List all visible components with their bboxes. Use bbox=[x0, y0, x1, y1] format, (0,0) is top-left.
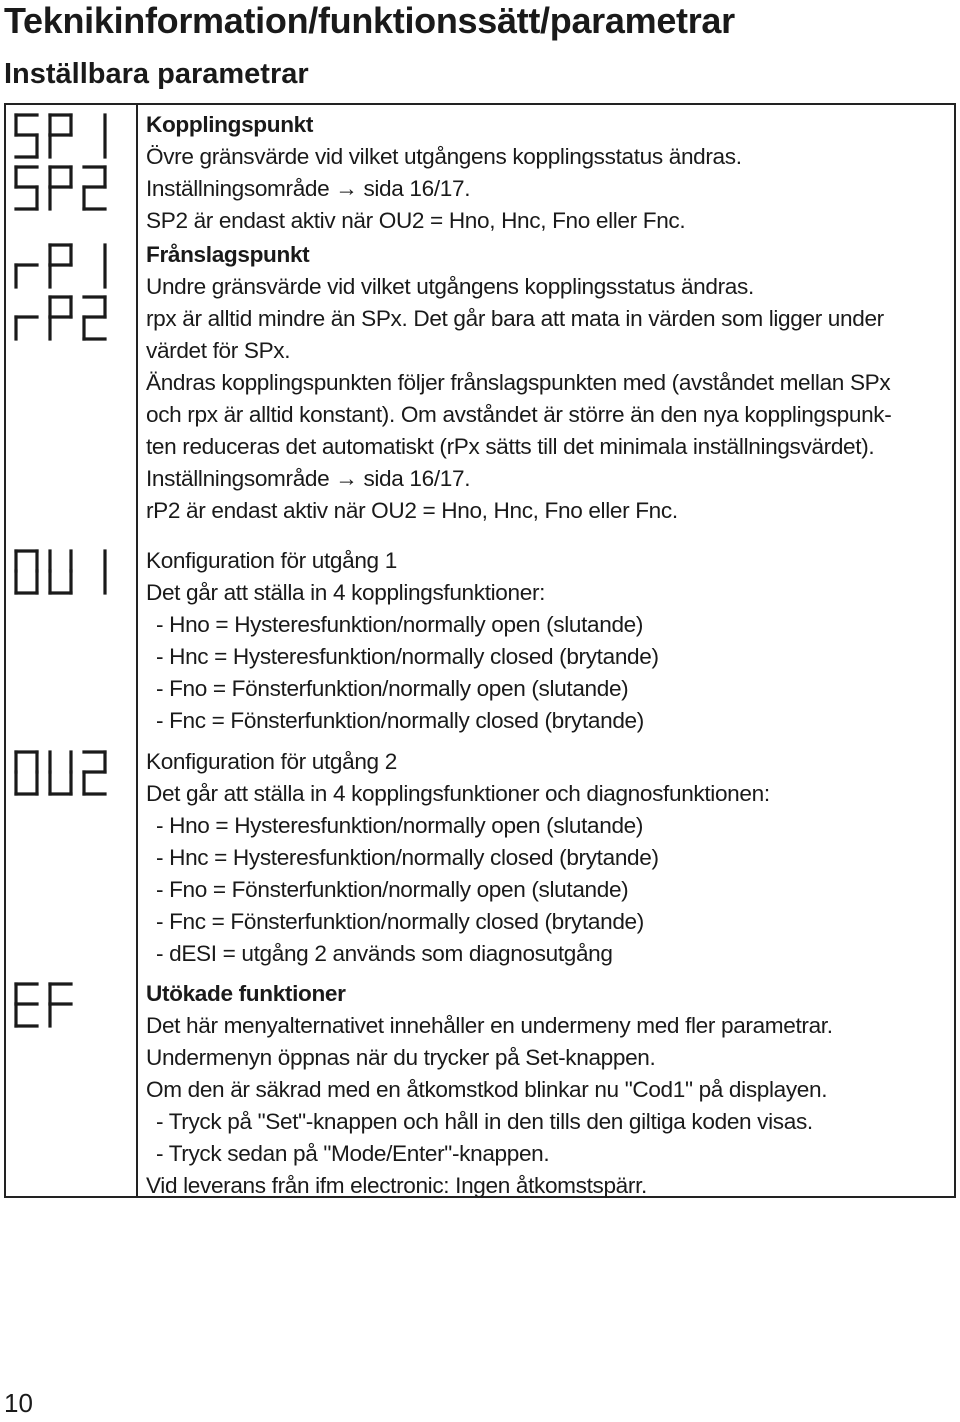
desc-line: Ändras kopplingspunkten följer frånslagspunkten med (avståndet mellan SPx bbox=[146, 370, 891, 395]
desc-line: Övre gränsvärde vid vilket utgångens kopplingsstatus ändras. bbox=[146, 144, 742, 169]
lcd-code-ef bbox=[14, 982, 134, 1032]
lcd-code-ou2 bbox=[14, 750, 134, 800]
desc-line: rP2 är endast aktiv när OU2 = Hno, Hnc, Fno eller Fnc. bbox=[146, 498, 678, 523]
desc-line: värdet för SPx. bbox=[146, 338, 291, 363]
option-line: - Hno = Hysteresfunktion/normally open (slutande) bbox=[156, 612, 644, 637]
param-codes bbox=[14, 982, 134, 1034]
option-line: - Hnc = Hysteresfunktion/normally closed (brytande) bbox=[156, 644, 659, 669]
option-line: - Tryck på "Set"-knappen och håll in den tills den giltiga koden visas. bbox=[156, 1109, 813, 1134]
option-line: - Fno = Fönsterfunktion/normally open (slutande) bbox=[156, 877, 629, 902]
param-description bbox=[146, 978, 948, 1202]
lcd-code-sp2 bbox=[14, 165, 134, 215]
param-codes bbox=[14, 549, 134, 601]
param-codes bbox=[14, 750, 134, 802]
desc-line: Undre gränsvärde vid vilket utgångens kopplingsstatus ändras. bbox=[146, 274, 754, 299]
option-line: - dESI = utgång 2 används som diagnosutgång bbox=[156, 941, 613, 966]
param-heading: Konfiguration för utgång 1 bbox=[146, 548, 397, 573]
page-number: 10 bbox=[4, 1388, 33, 1418]
option-line: - Fno = Fönsterfunktion/normally open (slutande) bbox=[156, 676, 629, 701]
option-line: - Fnc = Fönsterfunktion/normally closed (brytande) bbox=[156, 708, 644, 733]
param-heading: Kopplingspunkt bbox=[146, 112, 314, 137]
param-heading: Frånslagspunkt bbox=[146, 242, 310, 267]
desc-line: Det går att ställa in 4 kopplingsfunktioner och diagnosfunktionen: bbox=[146, 781, 770, 806]
desc-line: Inställningsområde → sida 16/17. bbox=[146, 176, 471, 201]
param-description bbox=[146, 109, 948, 237]
desc-line: ten reduceras det automatiskt (rPx sätts till det minimala inställningsvärdet). bbox=[146, 434, 875, 459]
param-description bbox=[146, 545, 948, 737]
page-title: Teknikinformation/funktionssätt/parametrar bbox=[4, 0, 735, 41]
param-codes bbox=[14, 113, 134, 217]
desc-line: Det här menyalternativet innehåller en undermeny med fler parametrar. bbox=[146, 1013, 833, 1038]
param-codes bbox=[14, 243, 134, 347]
option-line: - Hnc = Hysteresfunktion/normally closed (brytande) bbox=[156, 845, 659, 870]
param-heading: Konfiguration för utgång 2 bbox=[146, 749, 397, 774]
section-heading: Inställbara parametrar bbox=[4, 58, 309, 90]
desc-line: Inställningsområde → sida 16/17. bbox=[146, 466, 471, 491]
param-heading: Utökade funktioner bbox=[146, 981, 346, 1006]
desc-line: Om den är säkrad med en åtkomstkod blinkar nu "Cod1" på displayen. bbox=[146, 1077, 828, 1102]
option-line: - Tryck sedan på "Mode/Enter"-knappen. bbox=[156, 1141, 550, 1166]
desc-line: Det går att ställa in 4 kopplingsfunktioner: bbox=[146, 580, 546, 605]
parameter-table bbox=[4, 103, 956, 1198]
lcd-code-ou1 bbox=[14, 549, 134, 599]
param-description bbox=[146, 239, 948, 527]
lcd-code-rp2 bbox=[14, 295, 134, 345]
desc-line: SP2 är endast aktiv när OU2 = Hno, Hnc, Fno eller Fnc. bbox=[146, 208, 686, 233]
column-divider bbox=[136, 105, 138, 1196]
param-description bbox=[146, 746, 948, 970]
lcd-code-rp1 bbox=[14, 243, 134, 293]
desc-line: och rpx är alltid konstant). Om avståndet är större än den nya kopplingspunk- bbox=[146, 402, 892, 427]
desc-line: Vid leverans från ifm electronic: Ingen åtkomstspärr. bbox=[146, 1173, 647, 1198]
desc-line: rpx är alltid mindre än SPx. Det går bara att mata in värden som ligger under bbox=[146, 306, 884, 331]
desc-line: Undermenyn öppnas när du trycker på Set-knappen. bbox=[146, 1045, 656, 1070]
lcd-code-sp1 bbox=[14, 113, 134, 163]
option-line: - Hno = Hysteresfunktion/normally open (slutande) bbox=[156, 813, 644, 838]
option-line: - Fnc = Fönsterfunktion/normally closed (brytande) bbox=[156, 909, 644, 934]
